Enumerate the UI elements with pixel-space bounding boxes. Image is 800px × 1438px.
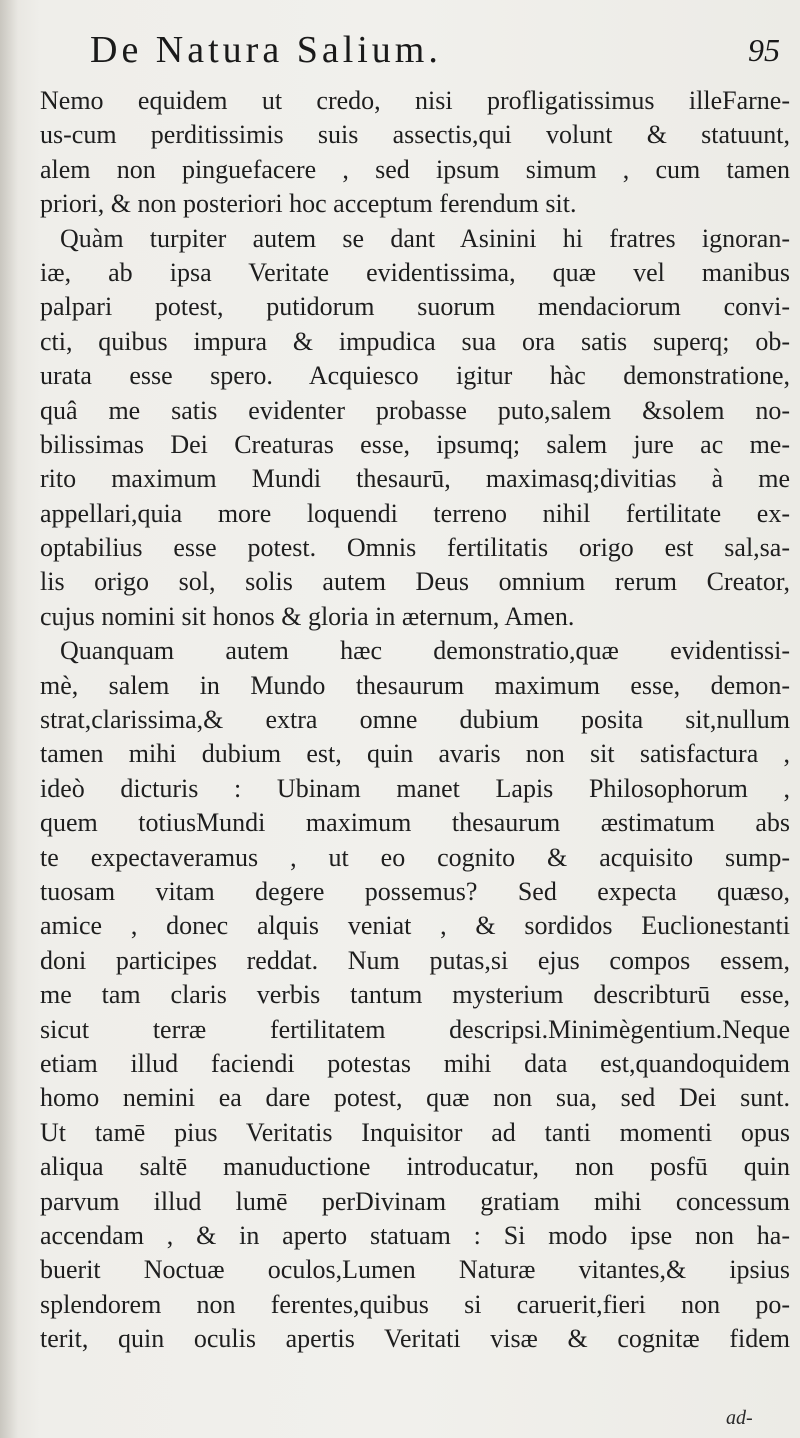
text-line: etiam illud faciendi potestas mihi data est,quandoquidem [40, 1048, 790, 1078]
text-line: ideò dicturis : Ubinam manet Lapis Philosophorum , [40, 773, 790, 803]
text-line: me tam claris verbis tantum mysterium describturū esse, [40, 980, 790, 1010]
text-line: priori, & non posteriori hoc acceptum ferendum sit. [40, 189, 577, 219]
text-line: mè, salem in Mundo thesaurum maximum esse, demon- [40, 670, 790, 700]
text-line: rito maximum Mundi thesaurū, maximasq;divitias à me [40, 464, 790, 494]
text-line: lis origo sol, solis autem Deus omnium rerum Creator, [40, 567, 790, 597]
body-text [40, 84, 790, 1356]
text-line: appellari,quia more loquendi terreno nihil fertilitate ex- [40, 498, 790, 528]
text-line: Ut tamē pius Veritatis Inquisitor ad tanti momenti opus [40, 1117, 790, 1147]
text-line: buerit Noctuæ oculos,Lumen Naturæ vitantes,& ipsius [40, 1255, 790, 1285]
text-line: te expectaveramus , ut eo cognito & acquisito sump- [40, 842, 790, 872]
text-line: alem non pinguefacere , sed ipsum simum , cum tamen [40, 154, 790, 184]
text-line: optabilius esse potest. Omnis fertilitatis origo est sal,sa- [40, 533, 790, 563]
text-line: amice , donec alquis veniat , & sordidos Euclionestanti [40, 911, 790, 941]
text-line: parvum illud lumē perDivinam gratiam mihi concessum [40, 1186, 790, 1216]
text-line: homo nemini ea dare potest, quæ non sua, sed Dei sunt. [40, 1083, 790, 1113]
page-number: 95 [748, 32, 780, 68]
text-line: terit, quin oculis apertis Veritati visæ & cognitæ fidem [40, 1324, 790, 1354]
text-line: cti, quibus impura & impudica sua ora satis superq; ob- [40, 326, 790, 356]
text-line: us-cum perditissimis suis assectis,qui volunt & statuunt, [40, 120, 790, 150]
text-line: iæ, ab ipsa Veritate evidentissima, quæ vel manibus [40, 257, 790, 287]
text-line: Nemo equidem ut credo, nisi profligatissimus illeFarne- [40, 86, 790, 115]
text-line: aliqua saltē manuductione introducatur, non posfū quin [40, 1152, 790, 1182]
text-line: tamen mihi dubium est, quin avaris non sit satisfactura , [40, 739, 790, 769]
text-line: tuosam vitam degere possemus? Sed expecta quæso, [40, 876, 790, 906]
text-line: splendorem non ferentes,quibus si caruerit,fieri non po- [40, 1289, 790, 1319]
text-line: quem totiusMundi maximum thesaurum æstimatum abs [40, 808, 790, 838]
text-line: urata esse spero. Acquiesco igitur hàc demonstratione, [40, 361, 790, 391]
text-line: Quanquam autem hæc demonstratio,quæ evidentissi- [60, 636, 790, 666]
gutter-shadow [0, 0, 18, 1438]
catchword: ad- [726, 1407, 753, 1429]
running-title: De Natura Salium. [90, 29, 442, 71]
text-line: Quàm turpiter autem se dant Asinini hi fratres ignoran- [60, 223, 790, 253]
text-line: doni participes reddat. Num putas,si ejus compos essem, [40, 945, 790, 975]
text-line: sicut terræ fertilitatem descripsi.Minimègentium.Neque [40, 1014, 790, 1044]
text-line: palpari potest, putidorum suorum mendaciorum convi- [40, 292, 790, 322]
text-line: bilissimas Dei Creaturas esse, ipsumq; salem jure ac me- [40, 429, 790, 459]
text-line: strat,clarissima,& extra omne dubium posita sit,nullum [40, 705, 790, 735]
running-head [90, 28, 780, 72]
text-line: accendam , & in aperto statuam : Si modo ipse non ha- [40, 1220, 790, 1250]
text-line: cujus nomini sit honos & gloria in æternum, Amen. [40, 601, 575, 631]
text-line: quâ me satis evidenter probasse puto,salem &solem no- [40, 395, 790, 425]
